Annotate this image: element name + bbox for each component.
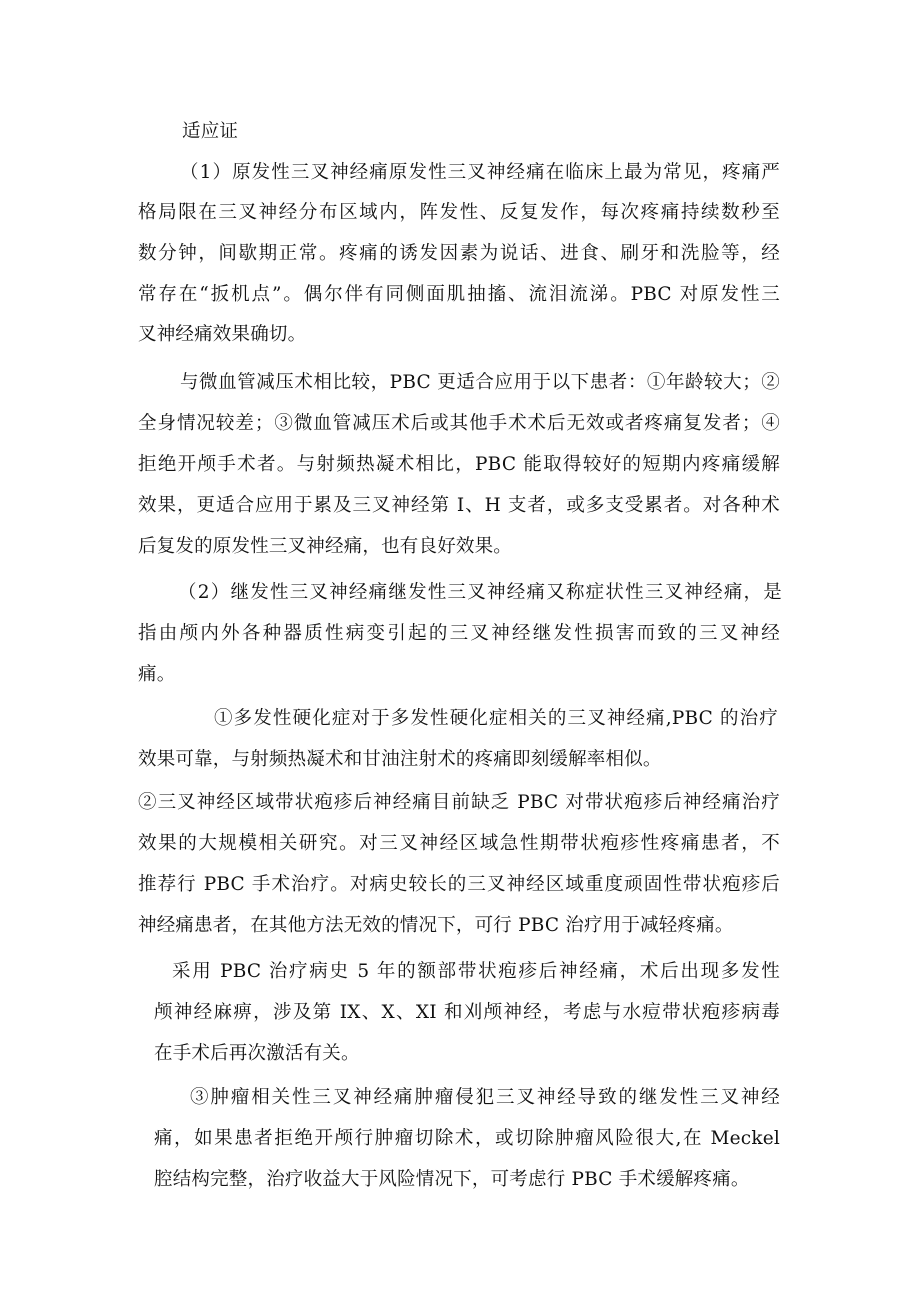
- text-line: 颅神经麻痹，涉及第 IX、X、XI 和刈颅神经，考虑与水痘带状疱疹病毒: [154, 1002, 780, 1023]
- text-line: 数分钟，间歇期正常。疼痛的诱发因素为说话、进食、刷牙和洗脸等，经: [138, 243, 780, 264]
- text-line: 腔结构完整，治疗收益大于风险情况下，可考虑行 PBC 手术缓解疼痛。: [154, 1169, 750, 1190]
- text-line: （2）继发性三叉神经痛继发性三叉神经痛又称症状性三叉神经痛，是: [178, 582, 782, 603]
- text-line: 与微血管减压术相比较，PBC 更适合应用于以下患者：①年龄较大；②: [180, 372, 780, 393]
- text-line: 拒绝开颅手术者。与射频热凝术相比，PBC 能取得较好的短期内疼痛缓解: [138, 454, 780, 475]
- text-line: 效果，更适合应用于累及三叉神经第 I、H 支者，或多支受累者。对各种术: [138, 495, 780, 516]
- text-line: 全身情况较差；③微血管减压术后或其他手术术后无效或者疼痛复发者；④: [138, 413, 780, 434]
- text-line: 后复发的原发性三叉神经痛，也有良好效果。: [138, 536, 513, 557]
- text-line: 痛。: [138, 664, 176, 685]
- text-line: 格局限在三叉神经分布区域内，阵发性、反复发作，每次疼痛持续数秒至: [138, 202, 780, 223]
- text-line: 痛，如果患者拒绝开颅行肿瘤切除术，或切除肿瘤风险很大,在 Meckel: [154, 1128, 780, 1149]
- text-line: 指由颅内外各种器质性病变引起的三叉神经继发性损害而致的三叉神经: [138, 623, 780, 644]
- text-line: 推荐行 PBC 手术治疗。对病史较长的三叉神经区域重度顽固性带状疱疹后: [138, 874, 780, 895]
- text-line: ①多发性硬化症对于多发性硬化症相关的三叉神经痛,PBC 的治疗: [214, 708, 778, 729]
- text-line: ③肿瘤相关性三叉神经痛肿瘤侵犯三叉神经导致的继发性三叉神经: [190, 1087, 780, 1108]
- section-heading: 适应证: [182, 121, 239, 142]
- text-line: 常存在“扳机点”。偶尔伴有同侧面肌抽搐、流泪流涕。PBC 对原发性三: [138, 284, 780, 305]
- text-line: ②三叉神经区域带状疱疹后神经痛目前缺乏 PBC 对带状疱疹后神经痛治疗: [138, 792, 780, 813]
- text-line: 神经痛患者，在其他方法无效的情况下，可行 PBC 治疗用于减轻疼痛。: [138, 915, 734, 936]
- text-line: 采用 PBC 治疗病史 5 年的额部带状疱疹后神经痛，术后出现多发性: [172, 961, 780, 982]
- text-line: （1）原发性三叉神经痛原发性三叉神经痛在临床上最为常见，疼痛严: [180, 162, 780, 183]
- text-line: 效果可靠，与射频热凝术和甘油注射术的疼痛即刻缓解率相似。: [138, 749, 662, 770]
- text-line: 在手术后再次激活有关。: [154, 1043, 360, 1064]
- text-line: 叉神经痛效果确切。: [138, 324, 307, 345]
- text-line: 效果的大规模相关研究。对三叉神经区域急性期带状疱疹性疼痛患者，不: [138, 833, 780, 854]
